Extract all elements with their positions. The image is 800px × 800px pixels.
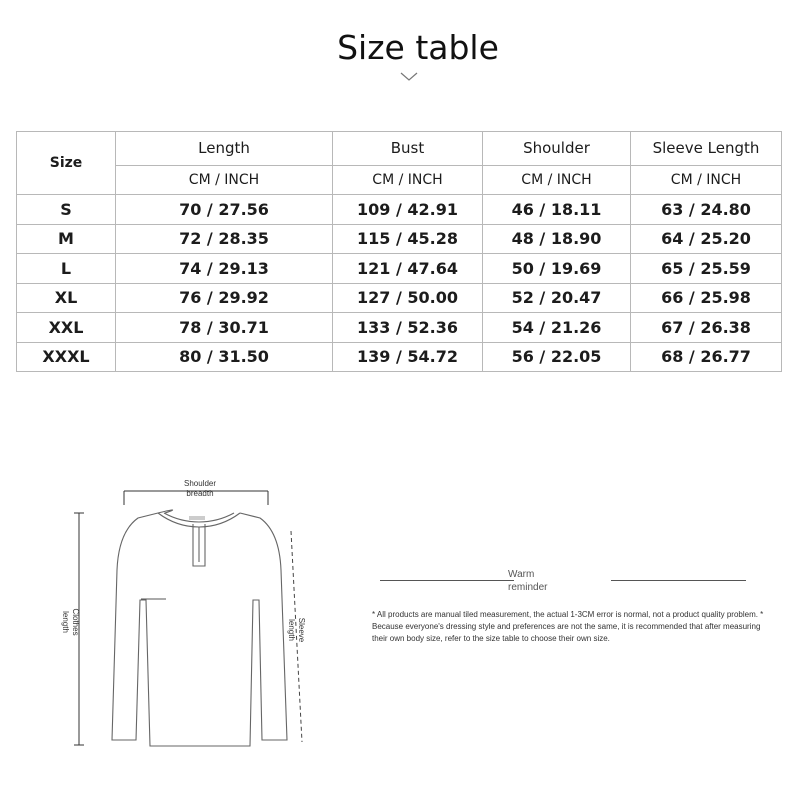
measurement-cell: 46 / 18.11	[483, 195, 631, 224]
size-cell: S	[17, 195, 116, 224]
measurement-cell: 56 / 22.05	[483, 342, 631, 372]
measurement-cell: 68 / 26.77	[631, 342, 782, 372]
measurement-cell: 67 / 26.38	[631, 313, 782, 342]
measurement-cell: 139 / 54.72	[333, 342, 483, 372]
measurement-cell: 74 / 29.13	[116, 254, 333, 283]
clothes-length-text: Clothes length	[61, 608, 80, 636]
size-cell: XL	[17, 283, 116, 312]
column-header: Length	[116, 132, 333, 166]
measurement-cell: 133 / 52.36	[333, 313, 483, 342]
measurement-cell: 127 / 50.00	[333, 283, 483, 312]
table-row	[17, 313, 782, 342]
measurement-cell: 72 / 28.35	[116, 224, 333, 253]
table-row	[17, 224, 782, 253]
unit-header: CM / INCH	[333, 165, 483, 194]
measurement-cell: 80 / 31.50	[116, 342, 333, 372]
size-cell: M	[17, 224, 116, 253]
table-row	[17, 195, 782, 224]
measurement-cell: 109 / 42.91	[333, 195, 483, 224]
reminder-title-text: Warm reminder	[508, 569, 548, 593]
table-row	[17, 283, 782, 312]
measurement-cell: 48 / 18.90	[483, 224, 631, 253]
measurement-cell: 115 / 45.28	[333, 224, 483, 253]
measurement-cell: 52 / 20.47	[483, 283, 631, 312]
reminder-text: * All products are manual tiled measurement, the actual 1-3CM error is normal, not a product quality problem. * Because everyone's dressing style and preferences are not the same, it is recommended that after measuring their own body size, refer to the size table to choose their own size.	[372, 610, 764, 643]
measurement-cell: 50 / 19.69	[483, 254, 631, 283]
measurement-cell: 70 / 27.56	[116, 195, 333, 224]
measurement-cell: 65 / 25.59	[631, 254, 782, 283]
table-row	[17, 342, 782, 372]
measurement-cell: 121 / 47.64	[333, 254, 483, 283]
column-header: Sleeve Length	[631, 132, 782, 166]
measurement-cell: 66 / 25.98	[631, 283, 782, 312]
page-title: Size table	[337, 28, 499, 67]
chevron-down-icon	[400, 72, 418, 82]
unit-header: CM / INCH	[631, 165, 782, 194]
table-header-row	[17, 132, 782, 166]
table-row	[17, 254, 782, 283]
reminder-title	[508, 568, 568, 594]
size-cell: L	[17, 254, 116, 283]
reminder-divider-left	[380, 580, 514, 581]
measurement-cell: 78 / 30.71	[116, 313, 333, 342]
clothes-length-label	[60, 592, 80, 652]
size-cell: XXXL	[17, 342, 116, 372]
size-table	[16, 131, 782, 372]
shoulder-breadth-label	[172, 479, 228, 499]
measurement-cell: 76 / 29.92	[116, 283, 333, 312]
size-header: Size	[17, 132, 116, 195]
unit-header: CM / INCH	[483, 165, 631, 194]
units-row	[17, 165, 782, 194]
column-header: Shoulder	[483, 132, 631, 166]
sleeve-length-label	[286, 600, 306, 660]
label-tag	[189, 516, 205, 520]
shoulder-breadth-text: Shoulder breadth	[183, 479, 217, 498]
shirt-outline	[112, 510, 287, 746]
sleeve-length-text: Sleeve length	[287, 617, 306, 643]
measurement-cell: 64 / 25.20	[631, 224, 782, 253]
column-header: Bust	[333, 132, 483, 166]
reminder-divider-right	[611, 580, 746, 581]
size-cell: XXL	[17, 313, 116, 342]
unit-header: CM / INCH	[116, 165, 333, 194]
measurement-cell: 54 / 21.26	[483, 313, 631, 342]
measurement-cell: 63 / 24.80	[631, 195, 782, 224]
